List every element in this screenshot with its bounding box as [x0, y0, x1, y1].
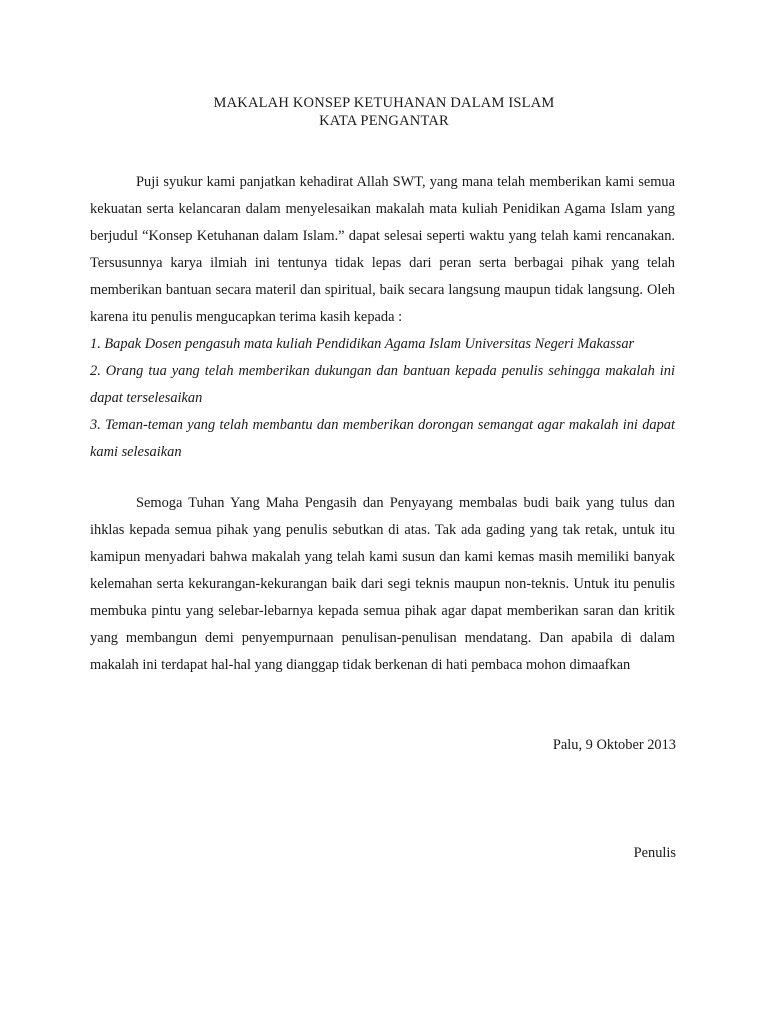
list-item: 3. Teman-teman yang telah membantu dan memberikan dorongan semangat agar makalah ini dapat kami selesaikan — [90, 417, 675, 460]
document-title: MAKALAH KONSEP KETUHANAN DALAM ISLAM — [213, 95, 555, 111]
section-heading: KATA PENGANTAR — [319, 113, 449, 129]
closing-paragraph: Semoga Tuhan Yang Maha Pengasih dan Penyayang membalas budi baik yang tulus dan ihklas kepada semua pihak yang penulis sebutkan di atas. Tak ada gading yang tak retak, untuk itu kamipun menyadari bahwa makalah yang telah kami susun dan kami kemas masih memiliki banyak kelemahan serta kekurangan-kekurangan baik dari segi teknis maupun non-teknis. Untuk itu penulis membuka pintu yang selebar-lebarnya kepada semua pihak agar dapat memberikan saran dan kritik yang membangun demi penyempurnaan penulisan-penulisan mendatang. Dan apabila di dalam makalah ini terdapat hal-hal yang dianggap tidak berkenan di hati pembaca mohon dimaafkan — [90, 495, 675, 673]
intro-paragraph: Puji syukur kami panjatkan kehadirat Allah SWT, yang mana telah memberikan kami semua kekuatan serta kelancaran dalam menyelesaikan makalah mata kuliah Penidikan Agama Islam yang berjudul “Konsep Ketuhanan dalam Islam.” dapat selesai seperti waktu yang telah kami rencanakan. Tersusunnya karya ilmiah ini tentunya tidak lepas dari peran serta berbagai pihak yang telah memberikan bantuan secara materil dan spiritual, baik secara langsung maupun tidak langsung. Oleh karena itu penulis mengucapkan terima kasih kepada : — [90, 174, 675, 325]
intro-section — [90, 169, 675, 466]
document-title-block — [0, 94, 768, 130]
list-item: 2. Orang tua yang telah memberikan dukungan dan bantuan kepada penulis sehingga makalah ini dapat terselesaikan — [90, 363, 675, 406]
closing-section — [90, 490, 675, 679]
list-item: 1. Bapak Dosen pengasuh mata kuliah Pendidikan Agama Islam Universitas Negeri Makassar — [90, 336, 635, 352]
place-date: Palu, 9 Oktober 2013 — [552, 737, 676, 753]
author-signoff: Penulis — [633, 845, 676, 861]
